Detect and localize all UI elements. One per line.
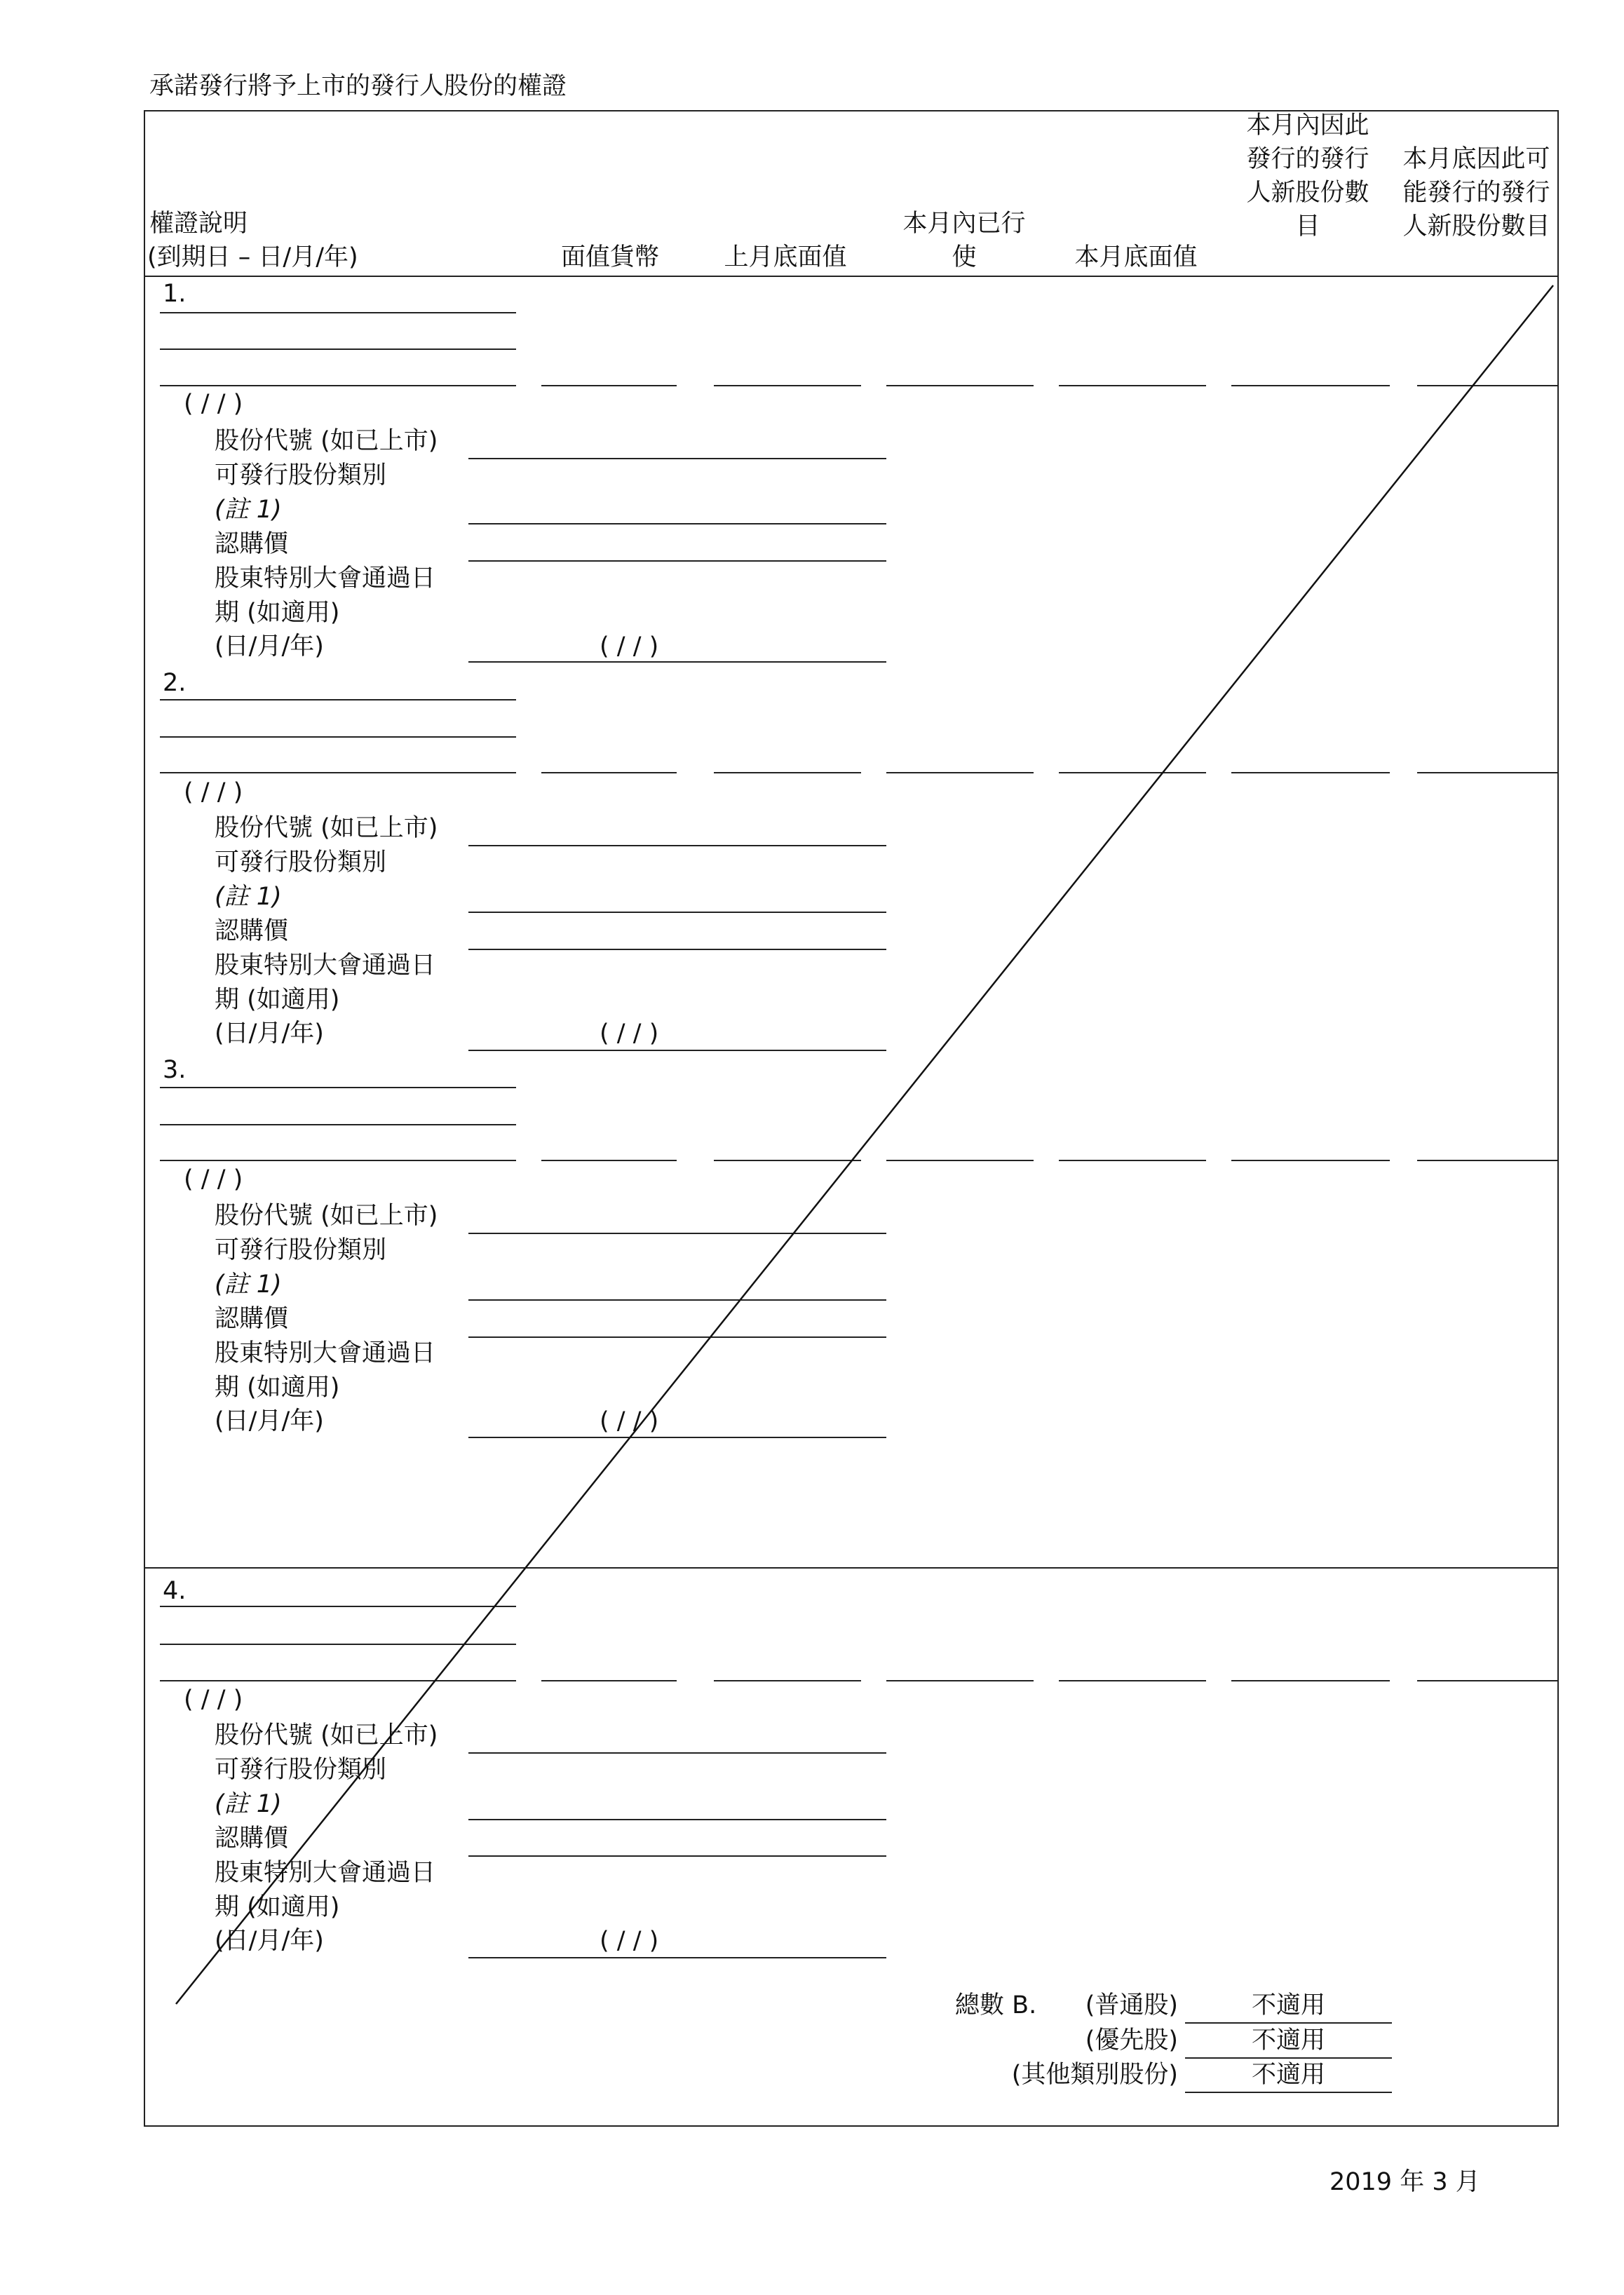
egm-label-line1: 股東特別大會通過日 (215, 564, 436, 593)
share-class-label: 可發行股份類別 (215, 461, 387, 489)
egm-date: ( / / ) (600, 1407, 659, 1435)
header-possible-line2: 能發行的發行 (1402, 179, 1550, 207)
stock-code-label: 股份代號 (如已上市) (215, 814, 438, 842)
footer-date: 2019 年 3 月 (1329, 2168, 1480, 2196)
share-class-label: 可發行股份類別 (215, 1756, 387, 1784)
header-issued-line1: 本月內因此 (1246, 111, 1369, 140)
warrant-number: 2. (163, 669, 187, 697)
egm-label-line3: (日/月/年) (215, 1020, 324, 1048)
egm-date: ( / / ) (600, 632, 659, 661)
egm-label-line2: 期 (如適用) (215, 1893, 340, 1921)
header-issued-line4: 目 (1295, 212, 1320, 241)
total-ordinary-value: 不適用 (1251, 1991, 1325, 2019)
total-preference-value: 不適用 (1251, 2026, 1325, 2054)
note-label: (註 1) (215, 883, 282, 911)
expiry-date: ( / / ) (184, 778, 243, 806)
warrant-number: 1. (163, 280, 187, 308)
header-prev-nominal: 上月底面值 (724, 243, 847, 271)
total-preference-label: (優先股) (1085, 2026, 1178, 2054)
subscription-price-label: 認購價 (215, 530, 289, 558)
share-class-label: 可發行股份類別 (215, 1236, 387, 1264)
note-label: (註 1) (215, 496, 282, 524)
header-description-line1: 權證說明 (149, 210, 248, 238)
header-curr-nominal: 本月底面值 (1074, 243, 1198, 271)
header-currency: 面值貨幣 (560, 243, 659, 271)
note-label: (註 1) (215, 1790, 282, 1818)
header-description-line2: (到期日 – 日/月/年) (147, 243, 358, 271)
egm-label-line2: 期 (如適用) (215, 986, 340, 1014)
header-issued-line2: 發行的發行 (1246, 145, 1369, 173)
total-other-label: (其他類別股份) (1011, 2061, 1178, 2089)
header-possible-line3: 人新股份數目 (1402, 212, 1550, 241)
egm-date: ( / / ) (600, 1020, 659, 1048)
stock-code-label: 股份代號 (如已上市) (215, 1202, 438, 1230)
subscription-price-label: 認購價 (215, 1305, 289, 1333)
subscription-price-label: 認購價 (215, 917, 289, 945)
egm-label-line3: (日/月/年) (215, 1407, 324, 1435)
total-ordinary-label: (普通股) (1085, 1991, 1178, 2019)
header-exercised-line2: 使 (952, 243, 977, 271)
egm-label-line3: (日/月/年) (215, 632, 324, 661)
egm-date: ( / / ) (600, 1927, 659, 1955)
expiry-date: ( / / ) (184, 1165, 243, 1193)
header-issued-line3: 人新股份數 (1246, 179, 1369, 207)
egm-label-line1: 股東特別大會通過日 (215, 1339, 436, 1367)
header-exercised-line1: 本月內已行 (902, 210, 1026, 238)
egm-label-line3: (日/月/年) (215, 1927, 324, 1955)
note-label: (註 1) (215, 1271, 282, 1299)
warrant-number: 4. (163, 1577, 187, 1605)
stock-code-label: 股份代號 (如已上市) (215, 1721, 438, 1749)
expiry-date: ( / / ) (184, 390, 243, 418)
stock-code-label: 股份代號 (如已上市) (215, 427, 438, 455)
egm-label-line2: 期 (如適用) (215, 599, 340, 627)
header-possible-line1: 本月底因此可 (1402, 145, 1550, 173)
total-other-value: 不適用 (1251, 2061, 1325, 2089)
total-label: 總數 B. (955, 1991, 1037, 2019)
egm-label-line1: 股東特別大會通過日 (215, 1859, 436, 1887)
page-title: 承諾發行將予上市的發行人股份的權證 (149, 72, 567, 100)
warrant-number: 3. (163, 1056, 187, 1084)
share-class-label: 可發行股份類別 (215, 848, 387, 876)
subscription-price-label: 認購價 (215, 1825, 289, 1853)
expiry-date: ( / / ) (184, 1686, 243, 1714)
egm-label-line2: 期 (如適用) (215, 1374, 340, 1402)
egm-label-line1: 股東特別大會通過日 (215, 952, 436, 980)
